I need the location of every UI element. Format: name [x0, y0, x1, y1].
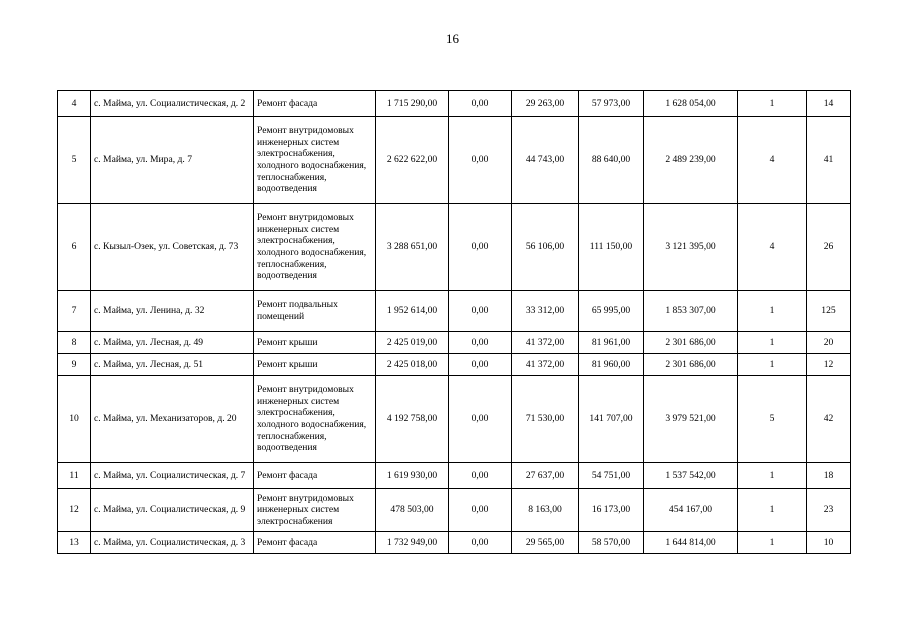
table-row	[58, 376, 851, 463]
count-cell: 12	[807, 354, 851, 376]
count-cell: 1	[738, 463, 807, 489]
amount-cell: 0,00	[449, 332, 512, 354]
amount-cell: 0,00	[449, 91, 512, 117]
table-row	[58, 91, 851, 117]
amount-cell: 44 743,00	[512, 117, 579, 204]
work-type-cell: Ремонт подвальных помещений	[254, 291, 376, 332]
amount-cell: 56 106,00	[512, 204, 579, 291]
amount-cell: 41 372,00	[512, 332, 579, 354]
amount-cell: 58 570,00	[579, 532, 644, 554]
amount-cell: 1 853 307,00	[644, 291, 738, 332]
amount-cell: 2 301 686,00	[644, 332, 738, 354]
count-cell: 1	[738, 332, 807, 354]
total-cost-cell: 2 622 622,00	[376, 117, 449, 204]
count-cell: 1	[738, 291, 807, 332]
amount-cell: 29 565,00	[512, 532, 579, 554]
total-cost-cell: 1 732 949,00	[376, 532, 449, 554]
amount-cell: 27 637,00	[512, 463, 579, 489]
repair-program-table	[57, 90, 851, 554]
work-type-cell: Ремонт внутридомовых инженерных систем электроснабжения, холодного водоснабжения, теплоснабжения, водоотведения	[254, 376, 376, 463]
count-cell: 18	[807, 463, 851, 489]
count-cell: 23	[807, 489, 851, 532]
row-number: 7	[58, 291, 91, 332]
page-number: 16	[446, 31, 459, 46]
amount-cell: 0,00	[449, 489, 512, 532]
row-number: 5	[58, 117, 91, 204]
amount-cell: 0,00	[449, 376, 512, 463]
table-row	[58, 332, 851, 354]
amount-cell: 1 537 542,00	[644, 463, 738, 489]
total-cost-cell: 1 952 614,00	[376, 291, 449, 332]
amount-cell: 0,00	[449, 354, 512, 376]
count-cell: 125	[807, 291, 851, 332]
amount-cell: 0,00	[449, 117, 512, 204]
count-cell: 1	[738, 354, 807, 376]
total-cost-cell: 3 288 651,00	[376, 204, 449, 291]
amount-cell: 88 640,00	[579, 117, 644, 204]
amount-cell: 0,00	[449, 463, 512, 489]
total-cost-cell: 1 619 930,00	[376, 463, 449, 489]
work-type-cell: Ремонт крыши	[254, 332, 376, 354]
amount-cell: 81 961,00	[579, 332, 644, 354]
amount-cell: 8 163,00	[512, 489, 579, 532]
address-cell: с. Майма, ул. Лесная, д. 49	[91, 332, 254, 354]
amount-cell: 0,00	[449, 291, 512, 332]
amount-cell: 16 173,00	[579, 489, 644, 532]
address-cell: с. Майма, ул. Социалистическая, д. 2	[91, 91, 254, 117]
amount-cell: 2 489 239,00	[644, 117, 738, 204]
table-row	[58, 117, 851, 204]
amount-cell: 3 121 395,00	[644, 204, 738, 291]
count-cell: 20	[807, 332, 851, 354]
amount-cell: 33 312,00	[512, 291, 579, 332]
work-type-cell: Ремонт внутридомовых инженерных систем электроснабжения	[254, 489, 376, 532]
amount-cell: 65 995,00	[579, 291, 644, 332]
work-type-cell: Ремонт фасада	[254, 532, 376, 554]
amount-cell: 141 707,00	[579, 376, 644, 463]
count-cell: 41	[807, 117, 851, 204]
count-cell: 10	[807, 532, 851, 554]
table-row	[58, 489, 851, 532]
work-type-cell: Ремонт фасада	[254, 91, 376, 117]
amount-cell: 29 263,00	[512, 91, 579, 117]
work-type-cell: Ремонт фасада	[254, 463, 376, 489]
amount-cell: 2 301 686,00	[644, 354, 738, 376]
row-number: 9	[58, 354, 91, 376]
amount-cell: 1 628 054,00	[644, 91, 738, 117]
table-row	[58, 204, 851, 291]
work-type-cell: Ремонт внутридомовых инженерных систем электроснабжения, холодного водоснабжения, теплоснабжения, водоотведения	[254, 204, 376, 291]
row-number: 10	[58, 376, 91, 463]
address-cell: с. Майма, ул. Мира, д. 7	[91, 117, 254, 204]
row-number: 8	[58, 332, 91, 354]
address-cell: с. Майма, ул. Механизаторов, д. 20	[91, 376, 254, 463]
amount-cell: 3 979 521,00	[644, 376, 738, 463]
table-row	[58, 532, 851, 554]
amount-cell: 54 751,00	[579, 463, 644, 489]
amount-cell: 0,00	[449, 532, 512, 554]
count-cell: 42	[807, 376, 851, 463]
address-cell: с. Майма, ул. Ленина, д. 32	[91, 291, 254, 332]
count-cell: 1	[738, 489, 807, 532]
table-row	[58, 354, 851, 376]
total-cost-cell: 478 503,00	[376, 489, 449, 532]
amount-cell: 71 530,00	[512, 376, 579, 463]
amount-cell: 81 960,00	[579, 354, 644, 376]
count-cell: 14	[807, 91, 851, 117]
row-number: 4	[58, 91, 91, 117]
address-cell: с. Майма, ул. Социалистическая, д. 7	[91, 463, 254, 489]
amount-cell: 1 644 814,00	[644, 532, 738, 554]
total-cost-cell: 1 715 290,00	[376, 91, 449, 117]
address-cell: с. Майма, ул. Социалистическая, д. 3	[91, 532, 254, 554]
address-cell: с. Кызыл-Озек, ул. Советская, д. 73	[91, 204, 254, 291]
table-row	[58, 463, 851, 489]
table-row	[58, 291, 851, 332]
count-cell: 1	[738, 91, 807, 117]
count-cell: 5	[738, 376, 807, 463]
row-number: 13	[58, 532, 91, 554]
count-cell: 4	[738, 204, 807, 291]
amount-cell: 454 167,00	[644, 489, 738, 532]
total-cost-cell: 4 192 758,00	[376, 376, 449, 463]
count-cell: 4	[738, 117, 807, 204]
work-type-cell: Ремонт внутридомовых инженерных систем электроснабжения, холодного водоснабжения, теплоснабжения, водоотведения	[254, 117, 376, 204]
row-number: 6	[58, 204, 91, 291]
amount-cell: 111 150,00	[579, 204, 644, 291]
count-cell: 1	[738, 532, 807, 554]
row-number: 11	[58, 463, 91, 489]
address-cell: с. Майма, ул. Лесная, д. 51	[91, 354, 254, 376]
total-cost-cell: 2 425 018,00	[376, 354, 449, 376]
work-type-cell: Ремонт крыши	[254, 354, 376, 376]
total-cost-cell: 2 425 019,00	[376, 332, 449, 354]
amount-cell: 41 372,00	[512, 354, 579, 376]
amount-cell: 57 973,00	[579, 91, 644, 117]
count-cell: 26	[807, 204, 851, 291]
amount-cell: 0,00	[449, 204, 512, 291]
row-number: 12	[58, 489, 91, 532]
address-cell: с. Майма, ул. Социалистическая, д. 9	[91, 489, 254, 532]
